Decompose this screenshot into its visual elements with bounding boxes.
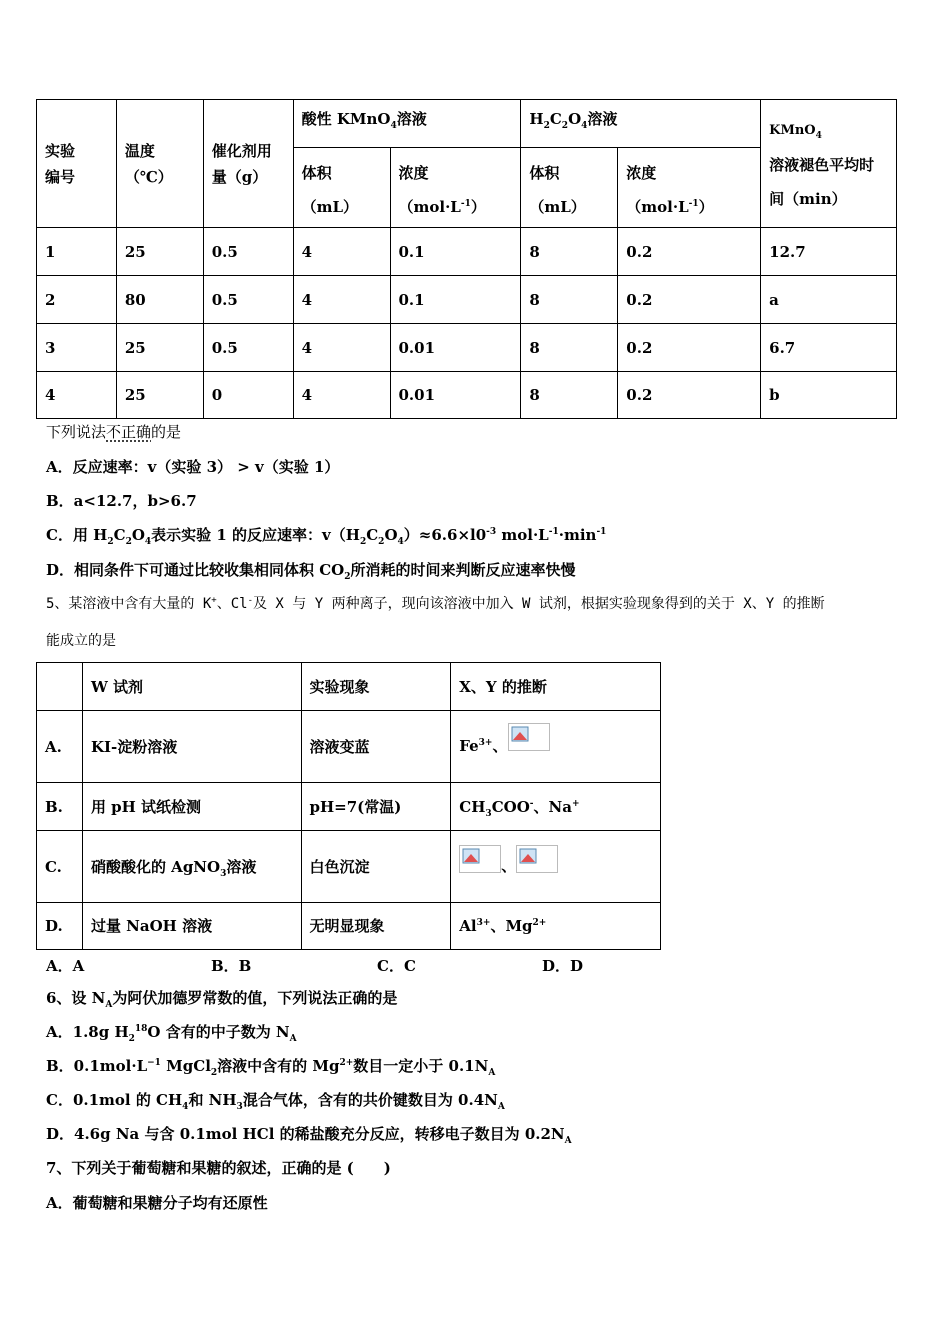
cell: 0.01 (390, 324, 521, 372)
cell: 0 (203, 372, 293, 419)
header-reagent: W 试剂 (82, 663, 301, 711)
cell: 8 (521, 228, 618, 276)
table-row (37, 711, 661, 783)
phenomenon-cell: 溶液变蓝 (301, 711, 451, 783)
cell: 4 (293, 372, 390, 419)
row-label: A. (37, 711, 83, 783)
cell: 0.2 (618, 324, 761, 372)
inference-cell: $CH_3COO^-$、Na+ (451, 783, 661, 831)
table-row (37, 324, 897, 372)
q5-option-c: C．C (377, 957, 416, 975)
q5-stem-line1: 5、某溶液中含有大量的 K+、Cl-及 X 与 Y 两种离子，现向该溶液中加入 W 试剂，根据实验现象得到的关于 X、Y 的推断 (46, 595, 825, 612)
cell: 3 (37, 324, 117, 372)
q4-option-c: C．用 $H_2C_2O_4$表示实验 1 的反应速率：$v(H_2C_2O_4)\approx 6.6\times l0^{-3}$ $mol\cdot L^{-1}\cdot\min^{-1}$ (46, 526, 607, 547)
reagent-cell: 用 pH 试纸检测 (82, 783, 301, 831)
cell: 4 (293, 228, 390, 276)
cell: 1 (37, 228, 117, 276)
q4-option-b: B．a<12.7，b>6.7 (46, 492, 197, 510)
q6-option-c: C．0.1mol 的 $CH_4$和 $NH_3$混合气体，含有的共价键数目为 $0.4N_A$ (46, 1091, 505, 1112)
row-label: B. (37, 783, 83, 831)
q6-option-d: D．4.6g Na 与含 0.1mol HCl 的稀盐酸充分反应，转移电子数目为 $0.2N_A$ (46, 1125, 572, 1146)
cell: b (761, 372, 897, 419)
q6-stem: 6、设 $N_A$为阿伏加德罗常数的值，下列说法正确的是 (46, 989, 398, 1010)
cell: 0.1 (390, 228, 521, 276)
header-phenomenon: 实验现象 (301, 663, 451, 711)
cell: 25 (116, 372, 203, 419)
cell: 0.5 (203, 276, 293, 324)
cell: 25 (116, 324, 203, 372)
reagent-cell: 过量 NaOH 溶液 (82, 903, 301, 950)
table-row (37, 903, 661, 950)
cell: 80 (116, 276, 203, 324)
cell: 0.2 (618, 276, 761, 324)
cell: 12.7 (761, 228, 897, 276)
header-fade-time: KMnO$_4$ 溶液褪色平均时 间（min） (761, 100, 897, 228)
table-row (37, 831, 661, 903)
header-catalyst: 催化剂用 量（g） (203, 100, 293, 228)
phenomenon-cell: 无明显现象 (301, 903, 451, 950)
cell: 6.7 (761, 324, 897, 372)
header-experiment-id: 实验 编号 (37, 100, 117, 228)
cell: 8 (521, 324, 618, 372)
cell: 8 (521, 372, 618, 419)
broken-image-icon (459, 845, 501, 873)
header-kmno4-concentration: 浓度 $(mol\cdot L^{-1})$ (390, 148, 521, 228)
reagent-cell: 硝酸酸化的 AgNO$_3$溶液 (82, 831, 301, 903)
experiment-table (36, 99, 897, 419)
phenomenon-cell: pH=7(常温) (301, 783, 451, 831)
row-label: D. (37, 903, 83, 950)
row-label: C. (37, 831, 83, 903)
inference-cell: $Fe^{3+}$、 (451, 711, 661, 783)
reagent-cell: KI-淀粉溶液 (82, 711, 301, 783)
phenomenon-cell: 白色沉淀 (301, 831, 451, 903)
header-temperature: 温度 （℃） (116, 100, 203, 228)
cell: 0.1 (390, 276, 521, 324)
cell: 0.2 (618, 372, 761, 419)
cell: 0.01 (390, 372, 521, 419)
q7-stem: 7、下列关于葡萄糖和果糖的叙述，正确的是 ( ) (46, 1159, 391, 1177)
table-row (37, 783, 661, 831)
cell: 4 (293, 276, 390, 324)
cell: 2 (37, 276, 117, 324)
cell: 0.5 (203, 324, 293, 372)
cell: 0.5 (203, 228, 293, 276)
q7-option-a: A．葡萄糖和果糖分子均有还原性 (46, 1194, 268, 1212)
header-h2c2o4-group: $H_2C_2O_4$溶液 (521, 100, 761, 148)
header-blank (37, 663, 83, 711)
header-kmno4-volume: 体积 （mL） (293, 148, 390, 228)
cell: 4 (293, 324, 390, 372)
table-row (37, 276, 897, 324)
q5-option-d: D．D (542, 957, 584, 975)
q4-stem: 下列说法不正确的是 (46, 423, 182, 441)
cell: 0.2 (618, 228, 761, 276)
inference-cell: $Al^{3+}$、$Mg^{2+}$ (451, 903, 661, 950)
q5-stem-line2: 能成立的是 (46, 633, 116, 649)
cell: 8 (521, 276, 618, 324)
q5-option-a: A．A (46, 957, 85, 975)
q6-option-a: A．1.8g $H_2^{18}O$ 含有的中子数为 $N_A$ (46, 1023, 297, 1044)
header-h2c2o4-concentration: 浓度 $(mol\cdot L^{-1})$ (618, 148, 761, 228)
table-row (37, 372, 897, 419)
q4-option-d: D．相同条件下可通过比较收集相同体积 $CO_2$所消耗的时间来判断反应速率快慢 (46, 561, 576, 582)
q5-option-b: B．B (211, 957, 252, 975)
q4-option-a: A．反应速率：v（实验 3） > v（实验 1） (46, 458, 340, 476)
inference-cell: 、 (451, 831, 661, 903)
inference-table (36, 662, 661, 950)
broken-image-icon (508, 723, 550, 751)
header-inference: X、Y 的推断 (451, 663, 661, 711)
table-row (37, 228, 897, 276)
header-kmno4-group: 酸性 KMnO$_4$溶液 (293, 100, 521, 148)
cell: 25 (116, 228, 203, 276)
cell: 4 (37, 372, 117, 419)
header-h2c2o4-volume: 体积 （mL） (521, 148, 618, 228)
q6-option-b: B．$0.1mol\cdot L^{-1}$ MgCl$_2$溶液中含有的 $Mg^{2+}$数目一定小于 $0.1N_A$ (46, 1057, 496, 1078)
cell: a (761, 276, 897, 324)
broken-image-icon (516, 845, 558, 873)
